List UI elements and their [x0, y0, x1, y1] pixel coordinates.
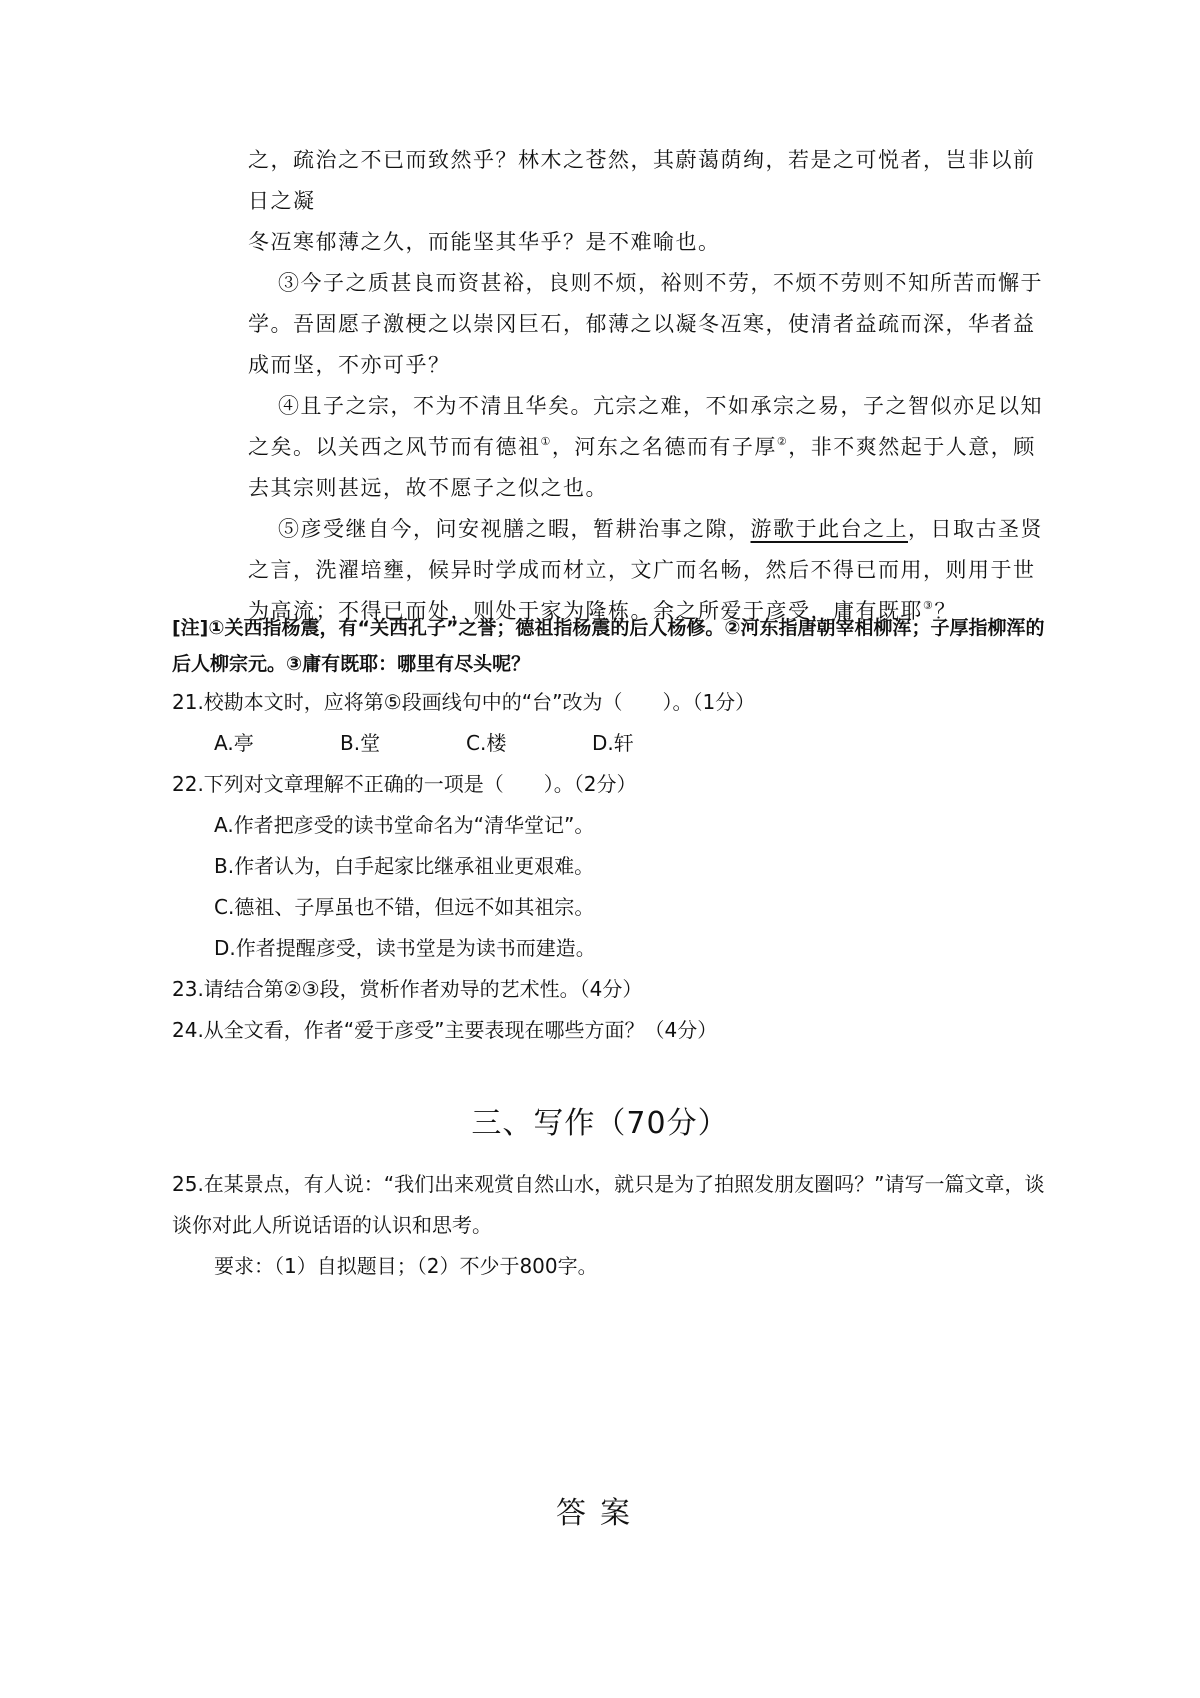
passage-line-2: 冬冱寒郁薄之久，而能坚其华乎？是不难喻也。	[248, 230, 721, 254]
footnote: [注]①关西指杨震，有“关西孔子”之誉；德祖指杨震的后人杨修。②河东指唐朝宰相柳浑；子厚指柳浑的后人柳宗元。③庸有既耶：哪里有尽头呢？	[172, 617, 1045, 675]
passage-paragraph-4: ④且子之宗，不为不清且华矣。亢宗之难，不如承宗之易，子之智似亦足以知之矣。以关西之风节而有德祖①，河东之名德而有子厚②，非不爽然起于人意，顾去其宗则甚远，故不愿子之似之也。	[248, 394, 1043, 500]
passage-line-1: 之，疏治之不已而致然乎？林木之苍然，其蔚蔼荫绚，若是之可悦者，岂非以前日之凝	[248, 148, 1036, 213]
answer-title: 答案	[556, 1496, 644, 1531]
footnote-ref-3: ③	[923, 599, 935, 612]
option-b: B.堂	[340, 731, 381, 755]
underlined-sentence: 游歌于此台之上	[750, 517, 908, 541]
question-22-option-b: B.作者认为，白手起家比继承祖业更艰难。	[214, 854, 595, 878]
question-22-option-d: D.作者提醒彦受，读书堂是为读书而建造。	[214, 936, 596, 960]
section-title: 三、写作（70分）	[471, 1106, 729, 1141]
option-d: D.轩	[592, 731, 634, 755]
question-21: 21.校勘本文时，应将第⑤段画线句中的“台”改为（ ）。（1分）	[172, 690, 756, 714]
classical-passage	[248, 140, 1048, 632]
option-c: C.楼	[466, 731, 507, 755]
question-22-option-c: C.德祖、子厚虽也不错，但远不如其祖宗。	[214, 895, 595, 919]
question-22: 22.下列对文章理解不正确的一项是（ ）。（2分）	[172, 772, 637, 796]
passage-paragraph-5: ⑤彦受继自今，问安视膳之暇，暂耕治事之隙，游歌于此台之上，日取古圣贤之言，洗濯培壅，候异时学成而材立，文广而名畅，然后不得已而用，则用于世为高流；不得已而处，则处于家为隆栋。余之所爱于彦受，庸有既耶③？	[248, 517, 1043, 623]
passage-paragraph-3: ③今子之质甚良而资甚裕，良则不烦，裕则不劳，不烦不劳则不知所苦而懈于学。吾固愿子激梗之以崇冈巨石，郁薄之以凝冬冱寒，使清者益疏而深，华者益成而坚，不亦可乎？	[248, 271, 1043, 377]
questions-block	[172, 610, 1052, 1051]
writing-requirements: 要求：（1）自拟题目；（2）不少于800字。	[214, 1254, 598, 1278]
footnote-ref-1: ①	[540, 435, 552, 448]
question-22-option-a: A.作者把彦受的读书堂命名为“清华堂记”。	[214, 813, 595, 837]
question-21-options	[172, 723, 1052, 764]
writing-block	[172, 1164, 1052, 1287]
option-a: A.亭	[214, 731, 254, 755]
question-24: 24.从全文看，作者“爱于彦受”主要表现在哪些方面？（4分）	[172, 1018, 718, 1042]
question-25: 25.在某景点，有人说：“我们出来观赏自然山水，就只是为了拍照发朋友圈吗？”请写一篇文章，谈谈你对此人所说话语的认识和思考。	[172, 1172, 1045, 1237]
question-23: 23.请结合第②③段，赏析作者劝导的艺术性。（4分）	[172, 977, 643, 1001]
footnote-ref-2: ②	[776, 435, 789, 448]
